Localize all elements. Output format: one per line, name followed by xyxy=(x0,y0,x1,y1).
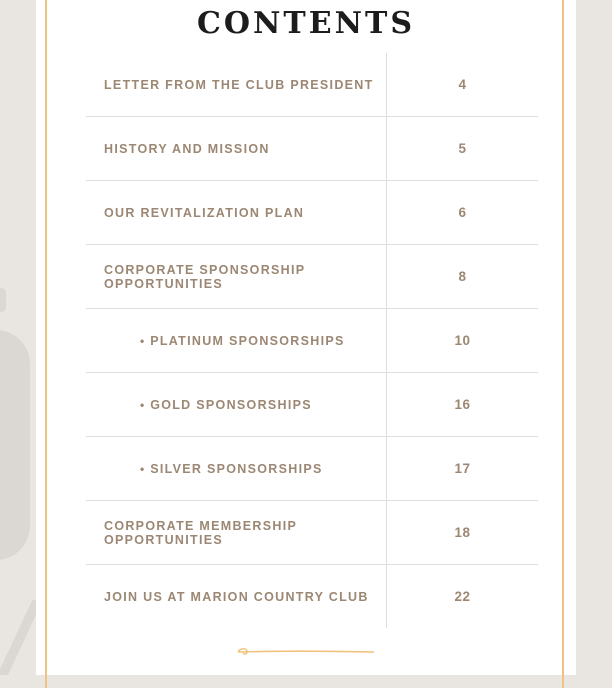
background-decoration xyxy=(0,600,36,675)
toc-label-cell xyxy=(86,373,387,436)
toc-row[interactable] xyxy=(86,181,538,245)
toc-page-number: 17 xyxy=(454,461,471,476)
background-decoration xyxy=(0,330,30,560)
table-of-contents xyxy=(86,53,538,628)
toc-row[interactable] xyxy=(86,501,538,565)
toc-row[interactable] xyxy=(86,117,538,181)
toc-row[interactable] xyxy=(86,373,538,437)
toc-page-number: 18 xyxy=(454,525,471,540)
toc-page-number: 4 xyxy=(458,77,467,92)
toc-label: GOLD SPONSORSHIPS xyxy=(150,397,312,412)
bullet-icon: • xyxy=(140,333,145,348)
toc-page-number: 6 xyxy=(458,205,467,220)
toc-label: OUR REVITALIZATION PLAN xyxy=(104,205,305,220)
toc-label-cell xyxy=(86,501,387,564)
document-page xyxy=(36,0,576,675)
toc-page-number: 10 xyxy=(454,333,471,348)
toc-label-cell xyxy=(86,181,387,244)
toc-label: PLATINUM SPONSORSHIPS xyxy=(150,333,345,348)
toc-label-cell xyxy=(86,565,387,628)
bullet-icon: • xyxy=(140,397,145,412)
toc-label: CORPORATE SPONSORSHIP OPPORTUNITIES xyxy=(104,262,306,291)
toc-page-number: 5 xyxy=(458,141,467,156)
toc-row[interactable] xyxy=(86,53,538,117)
background-decoration xyxy=(0,288,6,312)
toc-label: SILVER SPONSORSHIPS xyxy=(150,461,323,476)
flourish-divider-icon xyxy=(236,644,376,660)
toc-label-cell xyxy=(86,53,387,116)
toc-label: LETTER FROM THE CLUB PRESIDENT xyxy=(104,77,374,92)
bullet-icon: • xyxy=(140,461,145,476)
toc-page-number: 8 xyxy=(458,269,467,284)
toc-label: HISTORY AND MISSION xyxy=(104,141,270,156)
toc-label-cell xyxy=(86,117,387,180)
toc-row[interactable] xyxy=(86,437,538,501)
toc-label: CORPORATE MEMBERSHIP OPPORTUNITIES xyxy=(104,518,297,547)
page-title: CONTENTS xyxy=(196,6,416,41)
toc-label-cell xyxy=(86,309,387,372)
toc-row[interactable] xyxy=(86,309,538,373)
toc-label-cell xyxy=(86,437,387,500)
toc-page-number: 22 xyxy=(454,589,471,604)
toc-row[interactable] xyxy=(86,245,538,309)
toc-row[interactable] xyxy=(86,565,538,628)
toc-label: JOIN US AT MARION COUNTRY CLUB xyxy=(104,589,369,604)
toc-page-number: 16 xyxy=(454,397,471,412)
toc-label-cell xyxy=(86,245,387,308)
